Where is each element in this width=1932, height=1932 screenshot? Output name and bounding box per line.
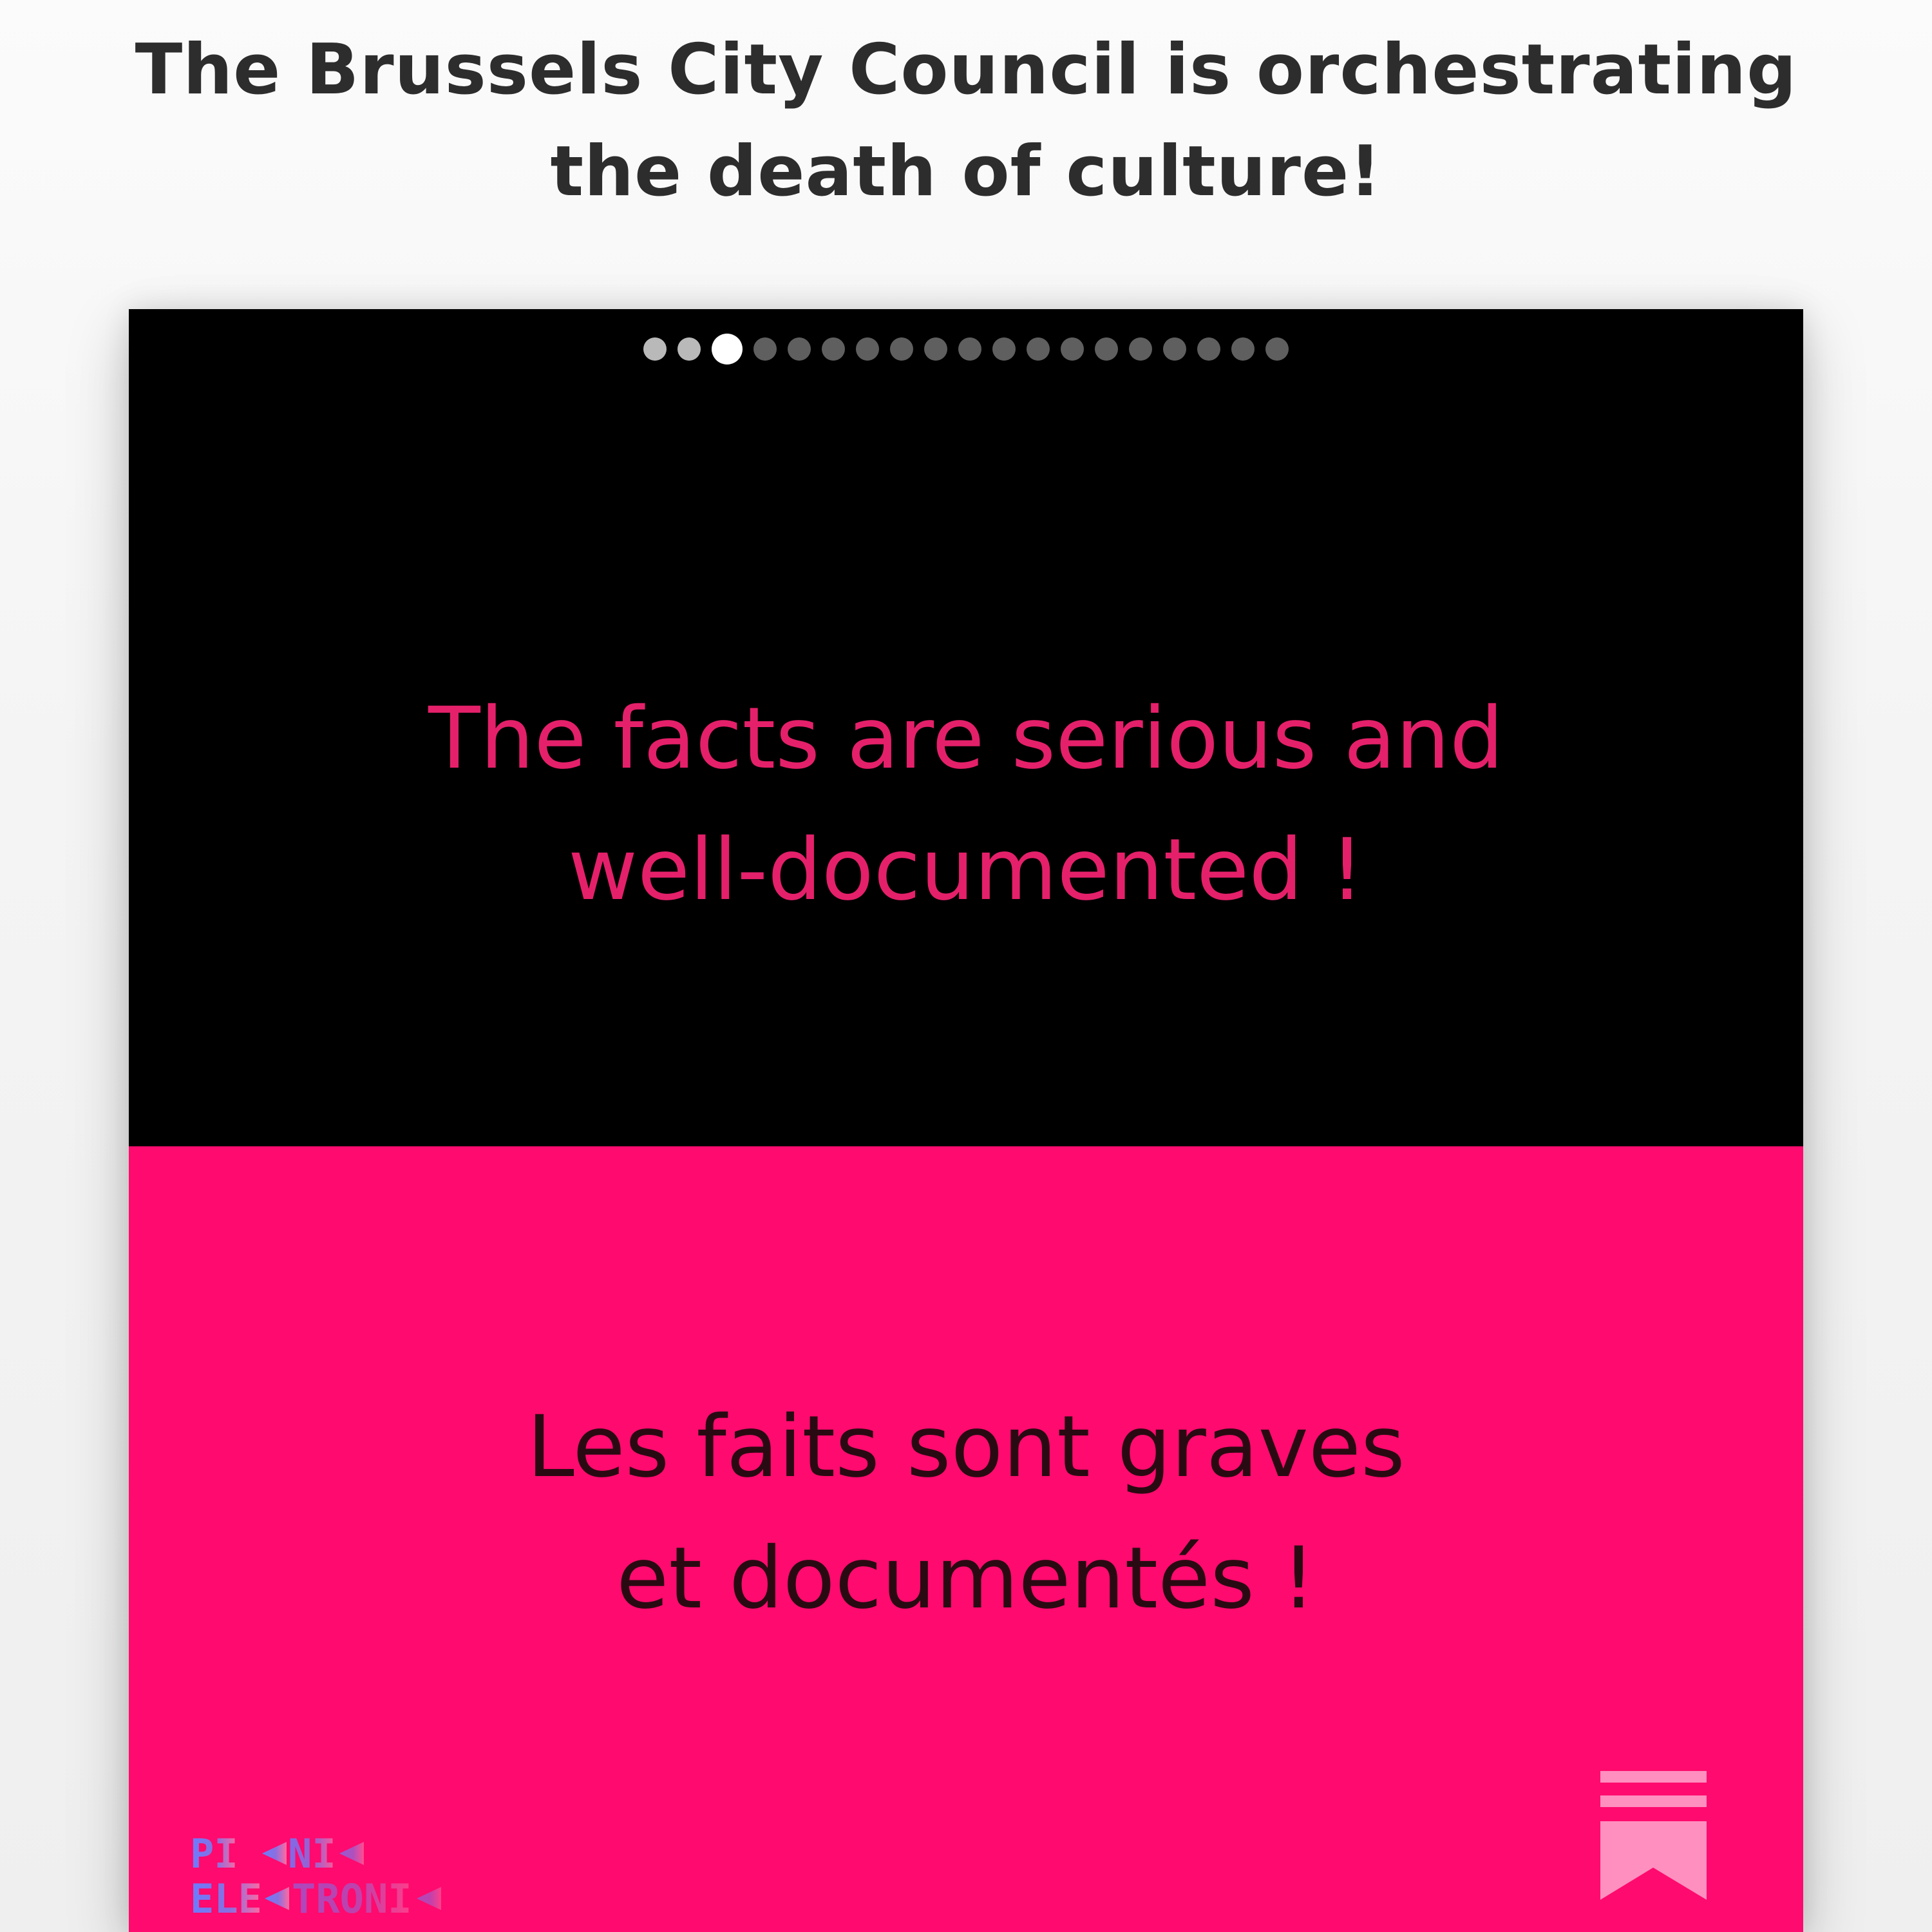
carousel-dot[interactable]: [643, 337, 667, 361]
slide-bottom-panel: [129, 1146, 1803, 1932]
carousel-dot[interactable]: [822, 337, 845, 361]
french-line-1: Les faits sont graves: [527, 1397, 1405, 1497]
carousel-dot[interactable]: [856, 337, 879, 361]
english-line-1: The facts are serious and: [428, 689, 1504, 788]
picnic-electronic-logo: [190, 1829, 538, 1926]
slide-english-text: [129, 673, 1803, 936]
english-line-2: well-documented !: [567, 820, 1365, 920]
svg-text:PI: PI: [190, 1830, 238, 1877]
carousel-dot[interactable]: [1163, 337, 1186, 361]
carousel-pagination[interactable]: [129, 334, 1803, 365]
carousel-dot[interactable]: [1265, 337, 1289, 361]
carousel-dot[interactable]: [1027, 337, 1050, 361]
svg-text:ELE: ELE: [190, 1875, 262, 1922]
carousel-dot[interactable]: [753, 337, 777, 361]
carousel-dot[interactable]: [1197, 337, 1220, 361]
bookmark-icon[interactable]: [1600, 1771, 1707, 1900]
carousel-dot[interactable]: [1061, 337, 1084, 361]
svg-text:NI: NI: [288, 1830, 336, 1877]
carousel-dot[interactable]: [958, 337, 981, 361]
carousel-dot-active[interactable]: [712, 334, 743, 365]
carousel-card[interactable]: [129, 309, 1803, 1932]
slide-french-text: [129, 1381, 1803, 1644]
french-line-2: et documentés !: [616, 1529, 1316, 1628]
post-headline: The Brussels City Council is orchestrating the death of culture!: [135, 30, 1797, 212]
svg-text:TRONI: TRONI: [292, 1875, 412, 1922]
slide-top-panel: [129, 309, 1803, 1146]
carousel-dot[interactable]: [1231, 337, 1255, 361]
carousel-dot[interactable]: [788, 337, 811, 361]
carousel-dot[interactable]: [677, 337, 701, 361]
carousel-dot[interactable]: [1129, 337, 1152, 361]
carousel-dot[interactable]: [890, 337, 913, 361]
carousel-dot[interactable]: [1095, 337, 1118, 361]
carousel-dot[interactable]: [924, 337, 947, 361]
carousel-dot[interactable]: [992, 337, 1016, 361]
